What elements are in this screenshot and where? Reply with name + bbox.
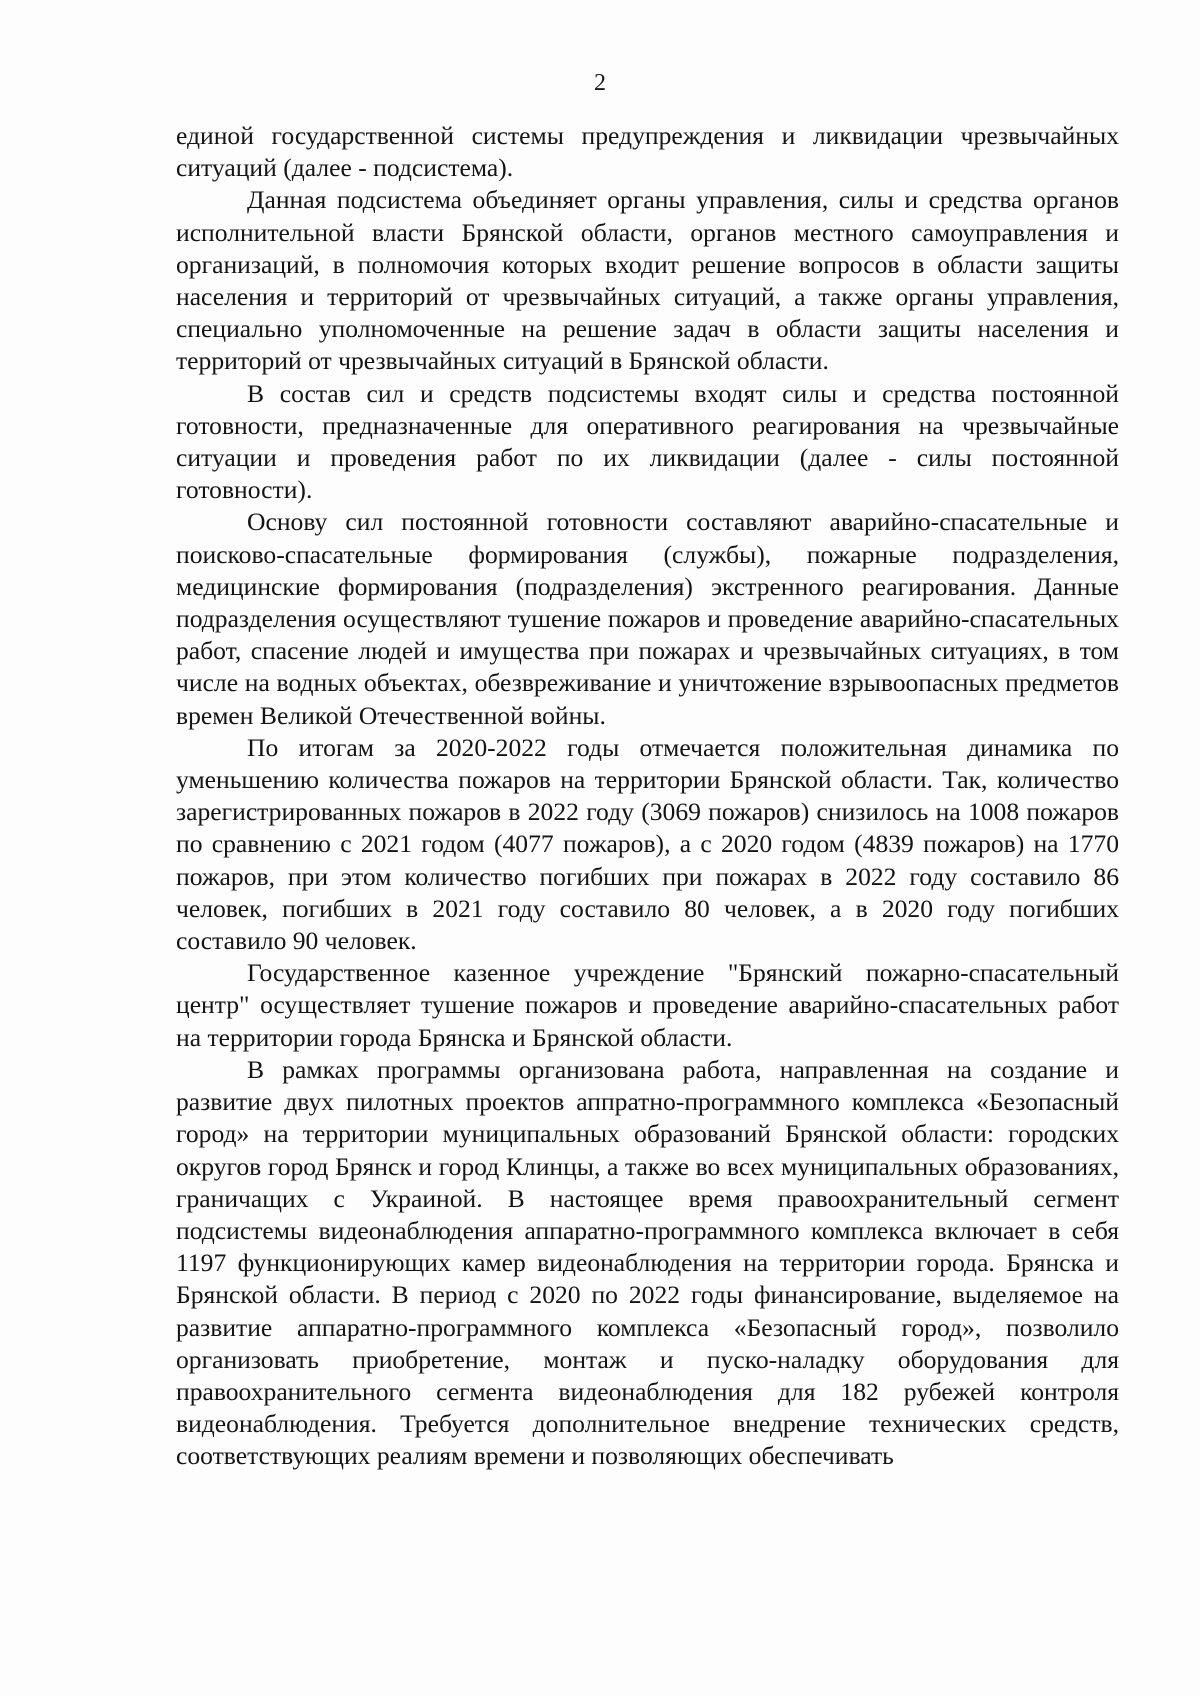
paragraph-continuation: единой государственной системы предупреждения и ликвидации чрезвычайных ситуаций (далее - подсистема). <box>176 121 1119 183</box>
paragraph-rescue-center: Государственное казенное учреждение "Брянский пожарно-спасательный центр" осуществляет тушение пожаров и проведение аварийно-спасательных работ на территории города Брянска и Брянской области. <box>176 958 1119 1052</box>
document-body <box>176 120 1119 1473</box>
paragraph-readiness-forces: В состав сил и средств подсистемы входят силы и средства постоянной готовности, предназначенные для оперативного реагирования на чрезвычайные ситуации и проведения работ по их ликвидации (далее - силы постоянной готовности). <box>176 378 1119 505</box>
paragraph-subsystem-composition: Данная подсистема объединяет органы управления, силы и средства органов исполнительной власти Брянской области, органов местного самоуправления и организаций, в полномочия которых входит решение вопросов в области защиты населения и территорий от чрезвычайных ситуаций, а также органы управления, специально уполномоченные на решение задач в области защиты населения и территорий от чрезвычайных ситуаций в Брянской области. <box>176 185 1119 376</box>
page-number: 2 <box>594 70 606 96</box>
paragraph-fire-statistics: По итогам за 2020-2022 годы отмечается положительная динамика по уменьшению количества пожаров на территории Брянской области. Так, количество зарегистрированных пожаров в 2022 году (3069 пожаров) снизилось на 1008 пожаров по сравнению с 2021 годом (4077 пожаров), а с 2020 годом (4839 пожаров) на 1770 пожаров, при этом количество погибших при пожарах в 2022 году составило 86 человек, погибших в 2021 году составило 80 человек, а в 2020 году погибших составило 90 человек. <box>176 732 1119 956</box>
paragraph-rescue-units: Основу сил постоянной готовности составляют аварийно-спасательные и поисково-спасательные формирования (службы), пожарные подразделения, медицинские формирования (подразделения) экстренного реагирования. Данные подразделения осуществляют тушение пожаров и проведение аварийно-спасательных работ, спасение людей и имущества при пожарах и чрезвычайных ситуациях, в том числе на водных объектах, обезвреживание и уничтожение взрывоопасных предметов времен Великой Отечественной войны. <box>176 507 1119 730</box>
paragraph-safe-city: В рамках программы организована работа, направленная на создание и развитие двух пилотных проектов аппратно-программного комплекса «Безопасный город» на территории муниципальных образований Брянской области: городских округов город Брянск и город Клинцы, а также во всех муниципальных образованиях, граничащих с Украиной. В настоящее время правоохранительный сегмент подсистемы видеонаблюдения аппаратно-программного комплекса включает в себя 1197 функционирующих камер видеонаблюдения на территории города. Брянска и Брянской области. В период с 2020 по 2022 годы финансирование, выделяемое на развитие аппаратно-программного комплекса «Безопасный город», позволило организовать приобретение, монтаж и пуско-наладку оборудования для правоохранительного сегмента видеонаблюдения для 182 рубежей контроля видеонаблюдения. Требуется дополнительное внедрение технических средств, соответствующих реалиям времени и позволяющих обеспечивать <box>176 1054 1119 1471</box>
